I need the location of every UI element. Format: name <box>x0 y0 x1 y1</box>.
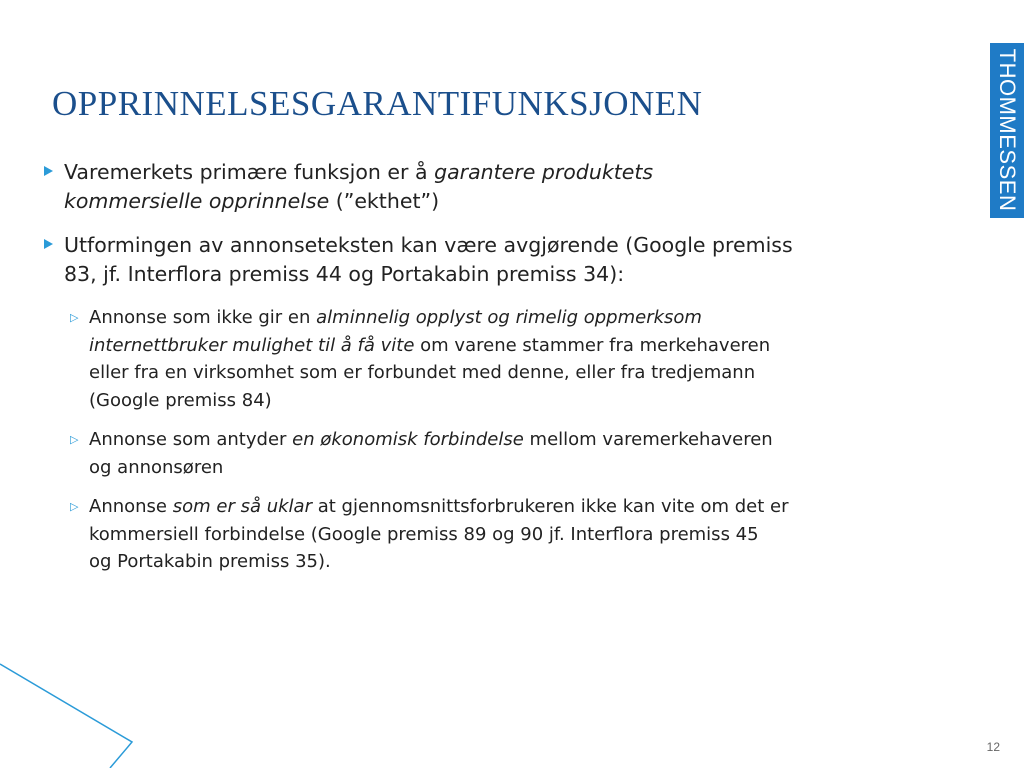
sub-bullet-informed-user <box>44 304 994 414</box>
sub-bullet-line: eller fra en virksomhet som er forbundet med denne, eller fra tredjemann <box>89 362 756 383</box>
text-segment: Annonse <box>89 496 173 517</box>
outline-triangle-bullet-icon: ▷ <box>70 311 79 324</box>
italic-segment: alminnelig opplyst og rimelig oppmerksom <box>316 307 702 328</box>
text-segment: mellom varemerkehaveren <box>523 429 773 450</box>
text-segment: Annonse som antyder <box>89 429 293 450</box>
bullet-ad-text-design <box>44 231 994 289</box>
sub-bullet-line <box>89 426 994 454</box>
italic-segment: garantere produktets <box>434 160 654 184</box>
thommessen-logo <box>990 43 1024 218</box>
corner-decoration-icon <box>0 650 140 768</box>
sub-bullet-line: og annonsøren <box>89 456 224 478</box>
corner-line <box>0 664 132 768</box>
page-number: 12 <box>986 740 1000 754</box>
bullet-line: 83, jf. Interflora premiss 44 og Portakabin premiss 34): <box>64 262 625 286</box>
text-segment: (”ekthet”) <box>329 189 440 213</box>
triangle-bullet-icon <box>44 239 53 249</box>
sub-bullet-economic-link <box>44 426 994 481</box>
italic-segment: kommersielle opprinnelse <box>64 189 330 213</box>
text-segment: at gjennomsnittsforbrukeren ikke kan vite om det er <box>311 496 789 517</box>
italic-segment: internettbruker mulighet til å få vite <box>89 334 415 356</box>
sub-bullet-unclear-ad <box>44 493 994 576</box>
slide-title: OPPRINNELSESGARANTIFUNKSJONEN <box>52 84 703 123</box>
text-segment: om varene stammer fra merkehaveren <box>414 334 771 356</box>
logo-text: THOMMESSEN <box>995 48 1020 212</box>
text-segment: Annonse som ikke gir en <box>89 307 317 328</box>
sub-bullet-line: (Google premiss 84) <box>89 389 272 411</box>
bullet-line <box>64 158 994 187</box>
italic-segment: som er så uklar <box>172 496 312 517</box>
outline-triangle-bullet-icon: ▷ <box>70 433 79 446</box>
sub-bullet-line: og Portakabin premiss 35). <box>89 551 331 572</box>
sub-bullet-line <box>89 304 994 332</box>
sub-bullet-line <box>89 493 994 521</box>
triangle-bullet-icon <box>44 166 53 176</box>
sub-bullet-line: kommersiell forbindelse (Google premiss 89 og 90 jf. Interflora premiss 45 <box>89 523 759 545</box>
text-segment: Varemerkets primære funksjon er å <box>64 160 435 184</box>
outline-triangle-bullet-icon: ▷ <box>70 500 79 513</box>
bullet-line: Utformingen av annonseteksten kan være avgjørende (Google premiss <box>64 233 793 257</box>
sub-bullet-line <box>89 332 994 360</box>
slide-content <box>44 158 994 588</box>
bullet-primary-function <box>44 158 994 216</box>
bullet-line <box>64 187 994 216</box>
italic-segment: en økonomisk forbindelse <box>292 429 524 450</box>
